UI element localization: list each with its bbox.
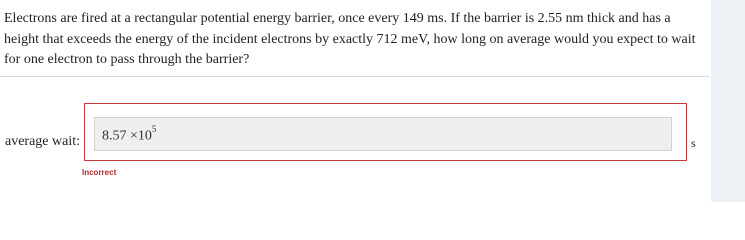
answer-label: average wait: xyxy=(5,134,81,149)
answer-value xyxy=(102,126,156,145)
question-text: Electrons are fired at a rectangular potential energy barrier, once every 149 ms. If the barrier is 2.55 nm thick and has a height that exceeds the energy of the incident electrons by exactly 712 meV, how long on average would you expect to wait for one electron to pass through the barrier? xyxy=(4,11,696,67)
question-panel xyxy=(0,0,710,77)
answer-mantissa: 8.57 xyxy=(102,128,127,144)
right-side-panel xyxy=(711,0,745,202)
answer-input-field[interactable] xyxy=(94,117,672,151)
answer-unit: s xyxy=(691,136,696,150)
scientific-times: ×10 xyxy=(130,128,152,144)
answer-exponent: 5 xyxy=(151,124,157,134)
incorrect-status-message: Incorrect xyxy=(82,168,117,177)
